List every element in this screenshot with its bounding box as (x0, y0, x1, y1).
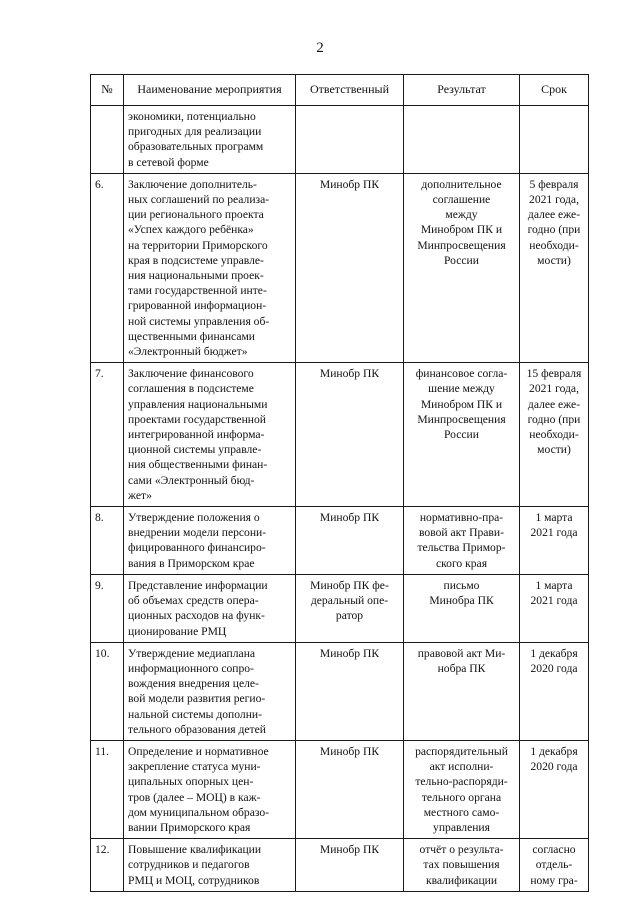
event-name: Утверждение положения о внедрении модели персони- фицированного финансиро- вания в Приморском крае (124, 507, 296, 575)
responsible: Минобр ПК (296, 507, 404, 575)
table-row (91, 173, 589, 362)
event-name: Заключение дополнитель- ных соглашений по реализа- ции регионального проекта «Успех каждого ребёнка» на территории Приморского края в подсистеме управле- ния национальными проек- тами государственной инте- грированной информацион- ной системы управления об- щественными финансами «Электронный бюджет» (124, 173, 296, 362)
table-header-row (91, 75, 589, 106)
event-name: Заключение финансового соглашения в подсистеме управления национальными проектами государственной интегрированной информа- ционной системы управле- ния общественными финан- сами «Электронный бюд- жет» (124, 363, 296, 507)
result (404, 106, 520, 174)
responsible: Минобр ПК (296, 363, 404, 507)
events-table (90, 74, 589, 892)
table-row (91, 363, 589, 507)
responsible: Минобр ПК (296, 173, 404, 362)
result: письмо Минобра ПК (404, 574, 520, 642)
event-name: Повышение квалификации сотрудников и педагогов РМЦ и МОЦ, сотрудников (124, 839, 296, 892)
event-name: экономики, потенциально пригодных для реализации образовательных программ в сетевой форме (124, 106, 296, 174)
term: 1 марта 2021 года (520, 507, 589, 575)
row-number: 12. (91, 839, 124, 892)
event-name: Определение и нормативное закрепление статуса муни- ципальных опорных цен- тров (далее – МОЦ) в каж- дом муниципальном образо- вании Приморского края (124, 740, 296, 838)
page-number: 2 (316, 40, 324, 56)
result: распорядительный акт исполни- тельно-распоряди- тельного органа местного само- управления (404, 740, 520, 838)
table-row (91, 574, 589, 642)
row-number: 11. (91, 740, 124, 838)
table-row (91, 839, 589, 892)
term: 1 декабря 2020 года (520, 642, 589, 740)
row-number: 9. (91, 574, 124, 642)
responsible: Минобр ПК (296, 642, 404, 740)
header-responsible: Ответственный (296, 75, 404, 106)
row-number (91, 106, 124, 174)
term: согласно отдель- ному гра- (520, 839, 589, 892)
table-row (91, 507, 589, 575)
header-event-name: Наименование мероприятия (124, 75, 296, 106)
term: 1 декабря 2020 года (520, 740, 589, 838)
event-name: Представление информации об объемах средств опера- ционных расходов на функ- ционирование РМЦ (124, 574, 296, 642)
responsible: Минобр ПК фе- деральный опе- ратор (296, 574, 404, 642)
result: финансовое согла- шение между Минобром ПК и Минпросвещения России (404, 363, 520, 507)
term: 5 февраля 2021 года, далее еже- годно (при необходи- мости) (520, 173, 589, 362)
result: отчёт о результа- тах повышения квалификации (404, 839, 520, 892)
row-number: 6. (91, 173, 124, 362)
term: 15 февраля 2021 года, далее еже- годно (при необходи- мости) (520, 363, 589, 507)
row-number: 8. (91, 507, 124, 575)
event-name: Утверждение медиаплана информационного сопро- вождения внедрения целе- вой модели развития регио- нальной системы дополни- тельного образования детей (124, 642, 296, 740)
result: правовой акт Ми- нобра ПК (404, 642, 520, 740)
row-number: 10. (91, 642, 124, 740)
result: нормативно-пра- вовой акт Прави- тельства Примор- ского края (404, 507, 520, 575)
responsible: Минобр ПК (296, 740, 404, 838)
header-number: № (91, 75, 124, 106)
table-row (91, 740, 589, 838)
header-result: Результат (404, 75, 520, 106)
responsible (296, 106, 404, 174)
term (520, 106, 589, 174)
result: дополнительное соглашение между Минобром ПК и Минпросвещения России (404, 173, 520, 362)
table-row (91, 106, 589, 174)
responsible: Минобр ПК (296, 839, 404, 892)
header-term: Срок (520, 75, 589, 106)
row-number: 7. (91, 363, 124, 507)
term: 1 марта 2021 года (520, 574, 589, 642)
table-row (91, 642, 589, 740)
